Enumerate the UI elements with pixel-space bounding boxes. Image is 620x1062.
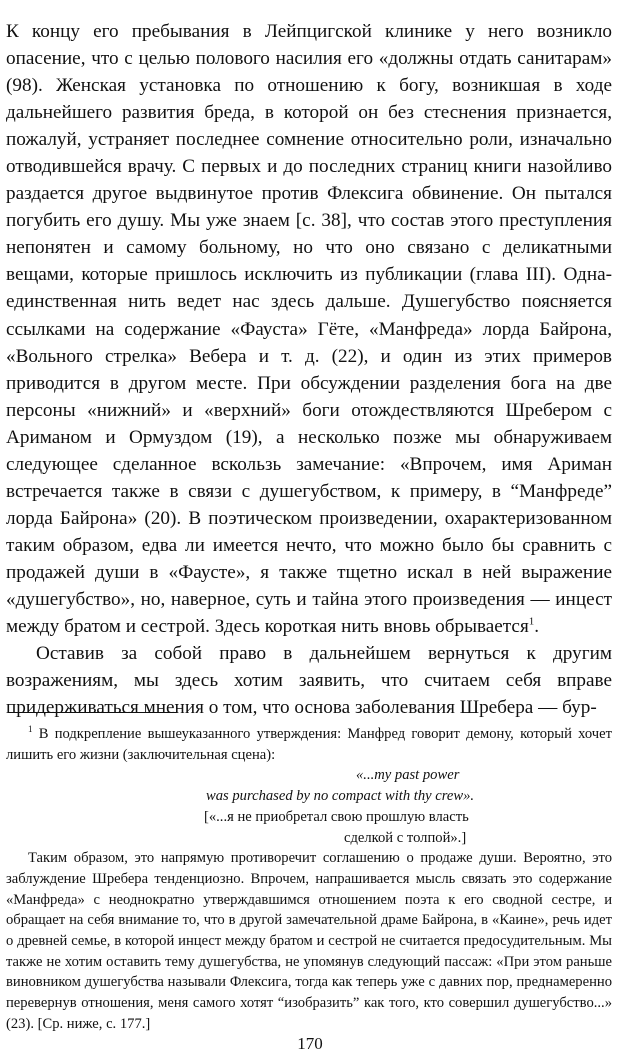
footnote-quote-line-3: [«...я не приобретал свою прошлую власть bbox=[204, 808, 469, 825]
footnote-quote-line-4: сделкой с толпой».] bbox=[344, 829, 467, 846]
footnote-quote-line-1: «...my past power bbox=[356, 767, 460, 784]
footnote-body: Таким образом, это напрямую противоречит соглашению о продаже души. Вероятно, это заблуждение Шребера тенденциозно. Впрочем, напрашивается мысль связать это содержание «Манфреда» с неоднократно утверждавшимся отношением поэта к его сводной сестре, и обращает на себя внимание то, что в другой замечательной драме Байрона, в «Каине», речь идет о древней семье, в которой инцест между братом и сестрой не считается предосудительным. Мы также не хотим оставить тему душегубства, не упомянув следующий пассаж: «При этом раньше виновником душегубства называли Флексига, тогда как теперь уже с давних пор, преднамеренно перевернув отношения, меня самого хотят “изобразить” как того, кто совершил душегубство...» (23). [Ср. ниже, с. 177.] bbox=[6, 850, 612, 1032]
footnote-intro-text: В подкрепление вышеуказанного утверждения: Манфред говорит демону, который хочет лишить его жизни (заключительная сцена): bbox=[6, 726, 612, 763]
paragraph-1-text: К концу его пребывания в Лейпцигской клинике у него возникло опасение, что с целью полового насилия его «должны отдать санитарам» (98). Женская установка по отношению к богу, возникшая в ходе дальнейшего развития бреда, в которой он без стеснения признается, пожалуй, устраняет последнее сомнение относительно роли, изначально отводившейся врачу. С первых и до последних страниц книги назойливо раздается другое выдвинутое против Флексига обвинение. Он пытался погубить его душу. Мы уже знаем [с. 38], что состав этого преступления непонятен и самому больному, но что оно связано с деликатными вещами, которые пришлось исключить из публикации (глава III). Одна-единственная нить ведет нас здесь дальше. Душегубство поясняется ссылками на содержание «Фауста» Гёте, «Манфреда» лорда Байрона, «Вольного стрелка» Вебера и т. д. (22), и один из этих примеров приводится в другом месте. При обсуждении разделения бога на две персоны «нижний» и «верхний» боги отождествляются Шребером с Ариманом и Ормуздом (19), а несколько позже мы обнаруживаем следующее сделанное вскользь замечание: «Впрочем, имя Ариман встречается также в связи с душегубством, к примеру, в “Манфреде” лорда Байрона» (20). В поэтическом произведении, охарактеризованном таким образом, едва ли имеется нечто, что можно было бы сравнить с продажей души в «Фаусте», я также тщетно искал в ней выражение «душегубство», но, наверное, суть и тайна этого произведения — инцест между братом и сестрой. Здесь короткая нить вновь обрывается bbox=[6, 21, 612, 638]
footnote-marker: 1 bbox=[28, 724, 33, 735]
page-number: 170 bbox=[297, 1034, 323, 1053]
paragraph-2: Оставив за собой право в дальнейшем вернуться к другим возражениям, мы здесь хотим заявить, что считаем себя вправе придерживаться мнения о том, что основа заболевания Шребера — бур- bbox=[6, 643, 612, 719]
footnote-intro bbox=[6, 724, 612, 765]
footnote-block bbox=[6, 724, 612, 1035]
footnote-quote-line-2: was purchased by no compact with thy crew». bbox=[206, 788, 475, 805]
paragraph-1: К концу его пребывания в Лейпцигской клинике у него возникло опасение, что с целью полового насилия его «должны отдать санитарам» (98). Женская установка по отношению к богу, возникшая в ходе дальнейшего развития бреда, в которой он без стеснения признается, пожалуй, устраняет последнее сомнение относительно роли, изначально отводившейся врачу. С первых и до последних страниц книги назойливо раздается другое выдвинутое против Флексига обвинение. Он пытался погубить его душу. Мы уже знаем [с. 38], что состав этого преступления непонятен и самому больному, но что оно связано с деликатными вещами, которые пришлось исключить из публикации (глава III). Одна-единственная нить ведет нас здесь дальше. Душегубство поясняется ссылками на содержание «Фауста» Гёте, «Манфреда» лорда Байрона, «Вольного стрелка» Вебера и т. д. (22), и один из этих примеров приводится в другом месте. При обсуждении разделения бога на две персоны «нижний» и «верхний» боги отождествляются Шребером с Ариманом и Ормуздом (19), а несколько позже мы обнаруживаем следующее сделанное вскользь замечание: «Впрочем, имя Ариман встречается также в связи с душегубством, к примеру, в “Манфреде” лорда Байрона» (20). В поэтическом произведении, охарактеризованном таким образом, едва ли имеется нечто, что можно было бы сравнить с продажей души в «Фаусте», я также тщетно искал в ней выражение «душегубство», но, наверное, суть и тайна этого произведения — инцест между братом и сестрой. Здесь короткая нить вновь обрывается$^1$. bbox=[6, 21, 612, 638]
main-text bbox=[6, 18, 612, 721]
footnote-reference: 1 bbox=[528, 615, 535, 628]
footnote-divider bbox=[8, 712, 176, 713]
